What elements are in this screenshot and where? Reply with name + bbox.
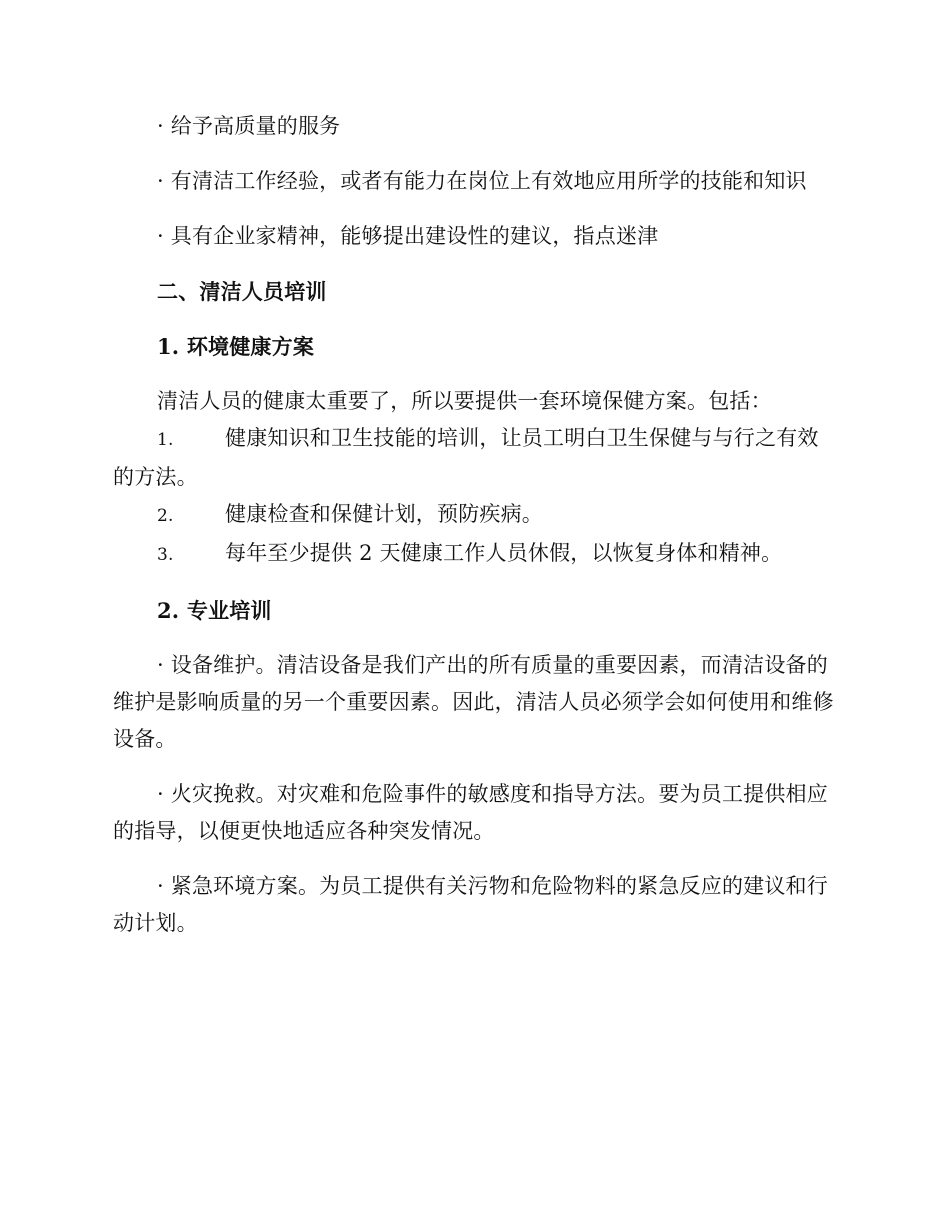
numbered-item xyxy=(113,496,838,535)
health-intro-paragraph: 清洁人员的健康太重要了，所以要提供一套环境保健方案。包括： xyxy=(157,389,772,413)
bullet-paragraph: · 紧急环境方案。为员工提供有关污物和危险物料的紧急反应的建议和行动计划。 xyxy=(113,874,828,935)
numbered-item xyxy=(113,535,838,574)
bullet-item: · 有清洁工作经验，或者有能力在岗位上有效地应用所学的技能和知识 xyxy=(157,169,807,193)
item-text: 每年至少提供 2 天健康工作人员休假，以恢复身体和精神。 xyxy=(225,541,783,565)
item-number: 1. xyxy=(157,430,174,450)
section-heading: 二、清洁人员培训 xyxy=(157,279,327,304)
bullet-paragraph: · 火灾挽救。对灾难和危险事件的敏感度和指导方法。要为员工提供相应的指导，以便更快地适应各种突发情况。 xyxy=(113,782,828,843)
item-number: 3. xyxy=(157,545,174,565)
subsection-heading-training: 2. 专业培训 xyxy=(157,598,272,623)
subsection-heading-health: 1. 环境健康方案 xyxy=(157,334,315,359)
item-text: 健康检查和保健计划，预防疾病。 xyxy=(225,502,543,526)
document-body xyxy=(113,108,838,942)
bullet-paragraph: · 设备维护。清洁设备是我们产出的所有质量的重要因素，而清洁设备的维护是影响质量的另一个重要因素。因此，清洁人员必须学会如何使用和维修设备。 xyxy=(113,653,834,751)
bullet-item: · 给予高质量的服务 xyxy=(157,114,341,138)
numbered-item xyxy=(113,420,838,496)
item-number: 2. xyxy=(157,506,174,526)
item-text: 健康知识和卫生技能的培训，让员工明白卫生保健与与行之有效的方法。 xyxy=(113,426,819,489)
bullet-item: · 具有企业家精神，能够提出建设性的建议，指点迷津 xyxy=(157,224,659,248)
